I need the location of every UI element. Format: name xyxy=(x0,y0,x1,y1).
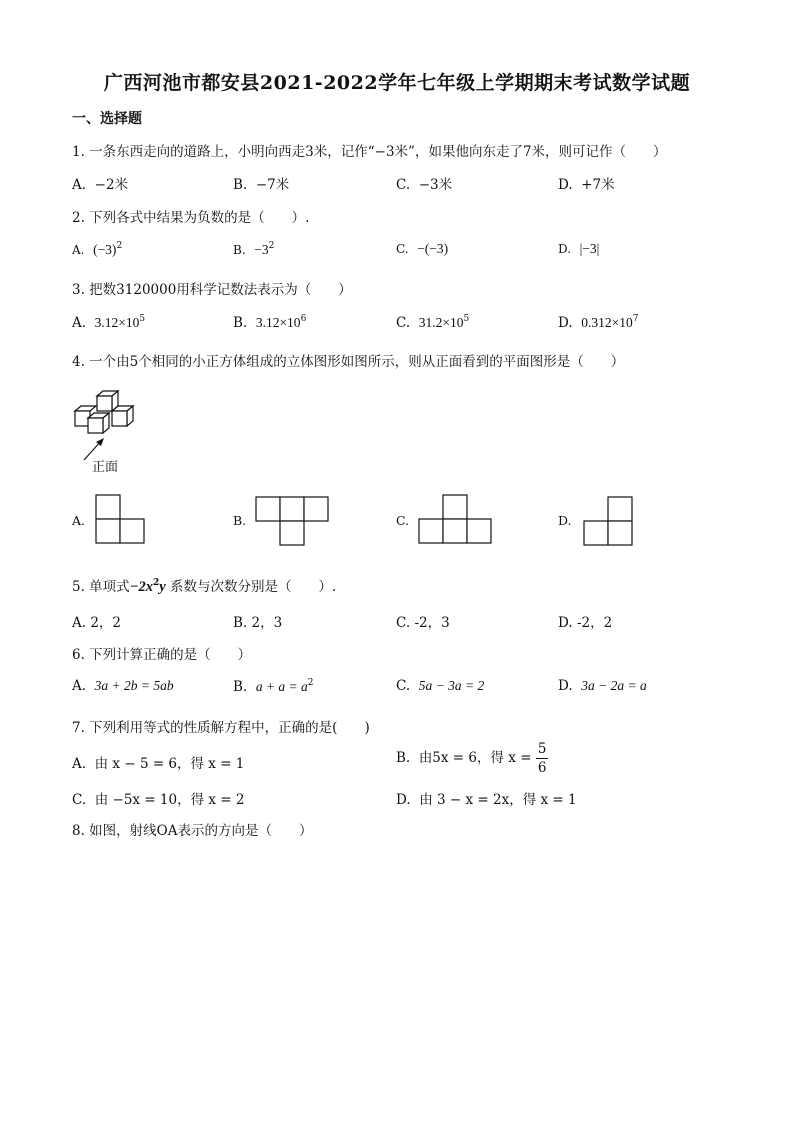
fraction xyxy=(536,740,549,777)
option-letter: A. xyxy=(72,615,87,631)
option-text: (−3) xyxy=(93,242,117,257)
option-text: −3 xyxy=(254,242,269,257)
q3-option-b[interactable] xyxy=(233,314,306,331)
q6-option-b[interactable] xyxy=(233,678,314,695)
option-text: 由 −5x = 10，得 x = 2 xyxy=(94,792,245,808)
question-6-stem: 6. 下列计算正确的是（ ） xyxy=(72,647,252,663)
q4-option-c[interactable] xyxy=(396,513,409,528)
option-text: 3.12×10 xyxy=(94,315,140,330)
option-text: −2米 xyxy=(94,177,129,193)
option-text: a + a = a xyxy=(255,679,308,694)
option-letter: C. xyxy=(396,513,410,528)
option-text: −3米 xyxy=(418,177,453,193)
q1-option-d[interactable] xyxy=(558,173,615,193)
option-sup: 2 xyxy=(268,241,275,251)
stem-math: −2x xyxy=(129,579,153,595)
question-5-stem xyxy=(72,575,336,596)
q5-option-c[interactable] xyxy=(396,611,450,631)
q6-option-d[interactable] xyxy=(558,678,647,694)
q2-option-a[interactable] xyxy=(72,241,122,258)
page-title: 广西河池市都安县2021-2022学年七年级上学期期末考试数学试题 xyxy=(103,72,691,94)
q7-option-d[interactable] xyxy=(396,788,577,808)
option-letter: D. xyxy=(558,678,573,694)
q2-option-b[interactable] xyxy=(233,241,274,258)
q1-option-a[interactable] xyxy=(72,173,128,193)
q4-option-b[interactable] xyxy=(233,513,246,528)
option-text: -2，2 xyxy=(576,615,613,631)
question-3-stem: 3. 把数3120000用科学记数法表示为（ ） xyxy=(72,282,352,298)
q4-option-b-shape[interactable] xyxy=(255,496,329,546)
section-heading: 一、选择题 xyxy=(72,111,142,127)
option-sup: 2 xyxy=(307,678,314,688)
option-sup: 2 xyxy=(116,241,123,251)
option-text: 由 3 − x = 2x，得 x = 1 xyxy=(419,792,577,808)
option-letter: D. xyxy=(396,792,411,808)
option-text: −7米 xyxy=(255,177,290,193)
option-letter: B. xyxy=(233,615,248,631)
option-text: 2，3 xyxy=(251,615,283,631)
option-text: 由5x = 6，得 x = xyxy=(418,750,532,766)
question-7-stem: 7. 下列利用等式的性质解方程中，正确的是( ) xyxy=(72,720,370,736)
option-text: |−3| xyxy=(579,241,600,256)
option-letter: D. xyxy=(558,242,572,256)
option-text: 3.12×10 xyxy=(255,315,301,330)
option-text: 由 x − 5 = 6，得 x = 1 xyxy=(94,756,245,772)
option-text: 3a − 2a = a xyxy=(581,678,647,693)
option-text: 5a − 3a = 2 xyxy=(418,678,485,693)
question-2-stem: 2. 下列各式中结果为负数的是（ ）. xyxy=(72,210,310,226)
stem-suffix: 系数与次数分别是（ ）. xyxy=(169,579,337,595)
q3-option-a[interactable] xyxy=(72,314,145,331)
option-text: 31.2×10 xyxy=(418,315,464,330)
option-letter: D. xyxy=(558,513,572,528)
q6-option-a[interactable] xyxy=(72,678,174,694)
q7-option-a[interactable] xyxy=(72,752,244,772)
q4-option-a[interactable] xyxy=(72,513,85,528)
q5-option-b[interactable] xyxy=(233,611,282,631)
question-4-stem: 4. 一个由5个相同的小正方体组成的立体图形如图所示，则从正面看到的平面图形是（ ） xyxy=(72,354,625,370)
option-letter: D. xyxy=(558,615,573,631)
option-sup: 5 xyxy=(139,314,146,324)
option-text: 2，2 xyxy=(90,615,122,631)
option-letter: C. xyxy=(396,242,409,256)
option-letter: B. xyxy=(233,513,247,528)
option-text: 0.312×10 xyxy=(581,315,633,330)
option-letter: A. xyxy=(72,756,87,772)
q1-option-c[interactable] xyxy=(396,173,452,193)
option-letter: D. xyxy=(558,315,573,331)
option-letter: C. xyxy=(396,615,411,631)
option-letter: B. xyxy=(233,177,248,193)
fraction-denominator: 6 xyxy=(537,760,547,776)
option-letter: A. xyxy=(72,243,85,257)
option-letter: B. xyxy=(233,315,248,331)
option-letter: C. xyxy=(72,792,87,808)
option-letter: B. xyxy=(233,243,246,257)
question-8-stem: 8. 如图，射线OA表示的方向是（ ） xyxy=(72,823,313,839)
option-letter: B. xyxy=(233,679,248,695)
q4-option-c-shape[interactable] xyxy=(418,494,492,544)
option-letter: C. xyxy=(396,315,411,331)
option-text: -2，3 xyxy=(414,615,450,631)
option-letter: A. xyxy=(72,315,87,331)
option-letter: C. xyxy=(396,678,411,694)
option-text: −(−3) xyxy=(417,241,449,256)
q7-option-b[interactable] xyxy=(396,740,548,777)
option-text: 3a + 2b = 5ab xyxy=(94,678,174,693)
option-letter: D. xyxy=(558,177,573,193)
option-letter: C. xyxy=(396,177,411,193)
q3-option-d[interactable] xyxy=(558,314,638,331)
q2-option-d[interactable] xyxy=(558,241,599,257)
front-label: 正面 xyxy=(92,460,119,475)
q2-option-c[interactable] xyxy=(396,241,448,257)
fraction-numerator: 5 xyxy=(537,741,547,757)
q7-option-c[interactable] xyxy=(72,788,245,808)
option-text: +7米 xyxy=(581,177,615,193)
q3-option-c[interactable] xyxy=(396,314,469,331)
stem-prefix: 5. 单项式 xyxy=(72,579,130,595)
option-letter: A. xyxy=(72,177,87,193)
question-1-stem: 1. 一条东西走向的道路上，小明向西走3米，记作“−3米”，如果他向东走了7米，则可记作（ ） xyxy=(72,144,667,160)
option-letter: A. xyxy=(72,513,86,528)
option-sup: 6 xyxy=(300,314,307,324)
q5-option-d[interactable] xyxy=(558,611,612,631)
option-letter: A. xyxy=(72,678,87,694)
q4-option-d[interactable] xyxy=(558,513,572,528)
q6-option-c[interactable] xyxy=(396,678,484,694)
q1-option-b[interactable] xyxy=(233,173,289,193)
q5-option-a[interactable] xyxy=(72,611,121,631)
q4-option-a-shape[interactable] xyxy=(95,494,145,544)
q4-option-d-shape[interactable] xyxy=(583,496,633,546)
option-sup: 5 xyxy=(463,314,470,324)
option-sup: 7 xyxy=(632,314,639,324)
stem-math-tail: y xyxy=(159,579,166,595)
option-letter: B. xyxy=(396,750,411,766)
stem-math-sup: 2 xyxy=(152,578,160,588)
